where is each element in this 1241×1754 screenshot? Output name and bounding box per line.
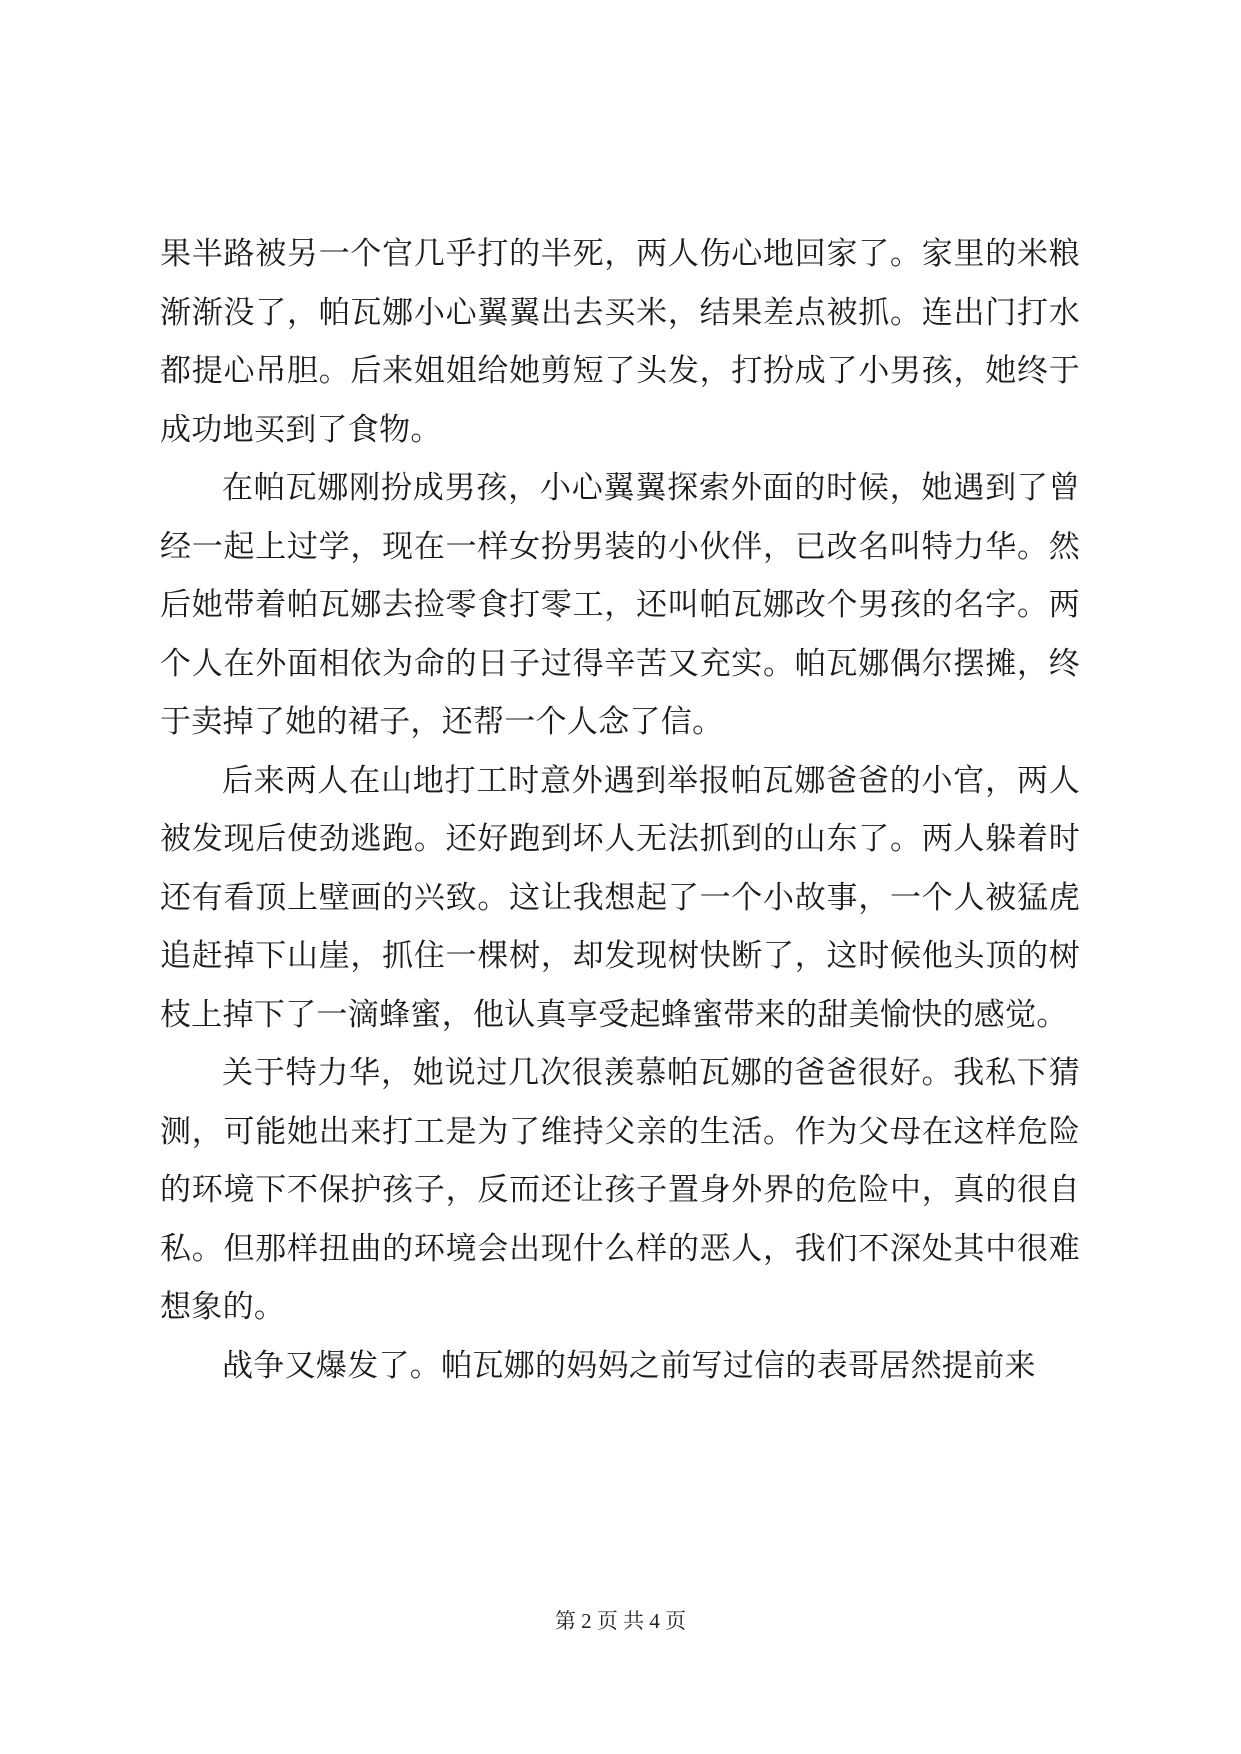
paragraph-5: 战争又爆发了。帕瓦娜的妈妈之前写过信的表哥居然提前来: [222, 1347, 1036, 1384]
page-number-footer: 第 2 页 共 4 页: [554, 1609, 687, 1633]
paragraph-4: 关于特力华，她说过几次很羡慕帕瓦娜的爸爸很好。我私下猜测，可能她出来打工是为了维持父亲的生活。作为父母在这样危险的环境下不保护孩子，反而还让孩子置身外界的危险中，真的很自私。但那样扭曲的环境会出现什么样的恶人，我们不深处其中很难想象的。: [160, 1055, 1080, 1325]
paragraph-1: 果半路被另一个官几乎打的半死，两人伤心地回家了。家里的米粮渐渐没了，帕瓦娜小心翼翼出去买米，结果差点被抓。连出门打水都提心吊胆。后来姐姐给她剪短了头发，打扮成了小男孩，她终于成功地买到了食物。: [160, 236, 1080, 448]
paragraph-3: 后来两人在山地打工时意外遇到举报帕瓦娜爸爸的小官，两人被发现后使劲逃跑。还好跑到坏人无法抓到的山东了。两人躲着时还有看顶上壁画的兴致。这让我想起了一个小故事，一个人被猛虎追赶掉下山崖，抓住一棵树，却发现树快断了，这时候他头顶的树枝上掉下了一滴蜂蜜，他认真享受起蜂蜜带来的甜美愉快的感觉。: [160, 762, 1080, 1033]
document-body: [160, 225, 1080, 1395]
paragraph-2: 在帕瓦娜刚扮成男孩，小心翼翼探索外面的时候，她遇到了曾经一起上过学，现在一样女扮男装的小伙伴，已改名叫特力华。然后她带着帕瓦娜去捡零食打零工，还叫帕瓦娜改个男孩的名字。两个人在外面相依为命的日子过得辛苦又充实。帕瓦娜偶尔摆摊，终于卖掉了她的裙子，还帮一个人念了信。: [160, 470, 1080, 740]
